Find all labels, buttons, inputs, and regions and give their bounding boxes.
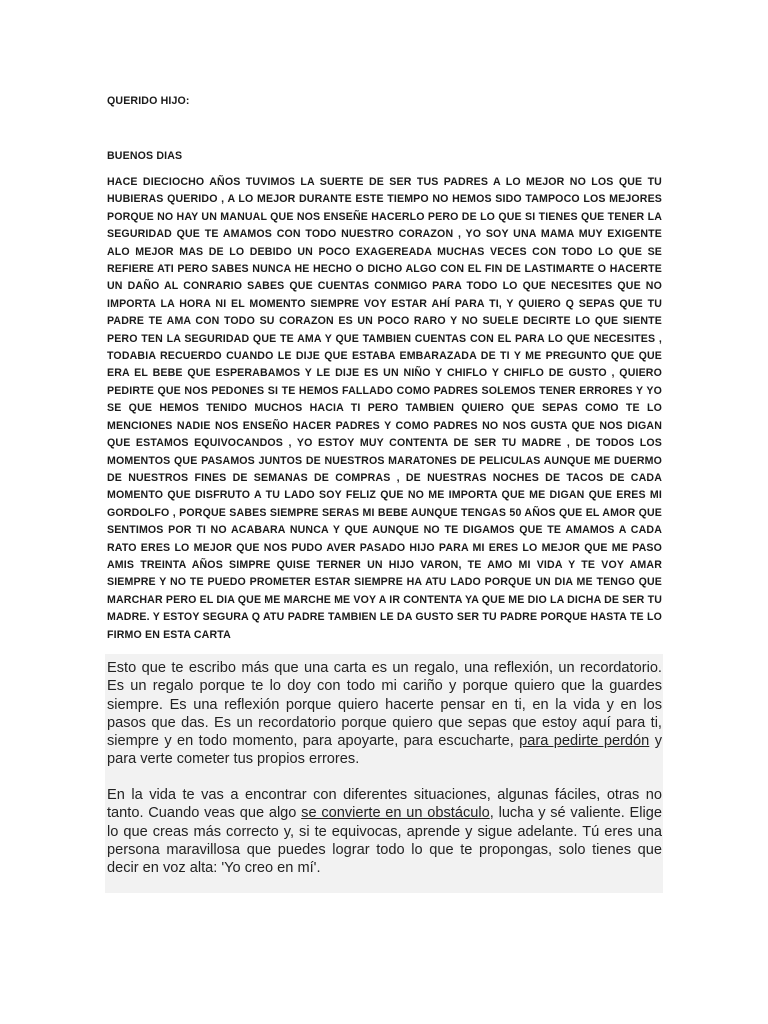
- paragraph-text: , lucha y sé valiente. Elige lo que creas más correcto y, si te equivocas, aprende y sigue adelante. Tú eres una persona maravillosa que puedes lograr todo lo que te propongas, solo tienes que decir en voz alta: 'Yo creo en mí'.: [107, 805, 662, 877]
- paragraph-text: Esto que te escribo más que una carta es un regalo, una reflexión, un recordatorio. Es un regalo porque te lo doy con todo mi cariño y porque quiero que la guardes siempre. Es una reflexión porque quiero hacerte pensar en ti, en la vida y en los pasos que das. Es un recordatorio porque quiero que sepas que estoy aquí para ti, siempre y en todo momento, para apoyarte, para escucharte,: [107, 660, 662, 750]
- letter-salutation: BUENOS DIAS: [107, 150, 183, 162]
- paragraph-text: y para verte cometer tus propios errores.: [107, 733, 662, 768]
- letter-body: HACE DIECIOCHO AÑOS TUVIMOS LA SUERTE DE SER TUS PADRES A LO MEJOR NO LOS QUE TU HUBIERAS QUERIDO , A LO MEJOR DURANTE ESTE TIEMPO NO HEMOS SIDO TAMPOCO LOS MEJORES PORQUE NO HAY UN MANUAL QUE NOS ENSEÑE HACERLO PERO DE LO QUE SI TIENES QUE TENER LA SEGURIDAD QUE TE AMAMOS CON TODO NUESTRO CORAZON , YO SOY UNA MAMA MUY EXIGENTE ALO MEJOR MAS DE LO DEBIDO UN POCO EXAGEREADA MUCHAS VECES CON TODO LO QUE SE REFIERE ATI PERO SABES NUNCA HE HECHO O DICHO ALGO CON EL FIN DE LASTIMARTE O HACERTE UN DAÑO AL CONRARIO SABES QUE CUENTAS CONMIGO PARA TODO LO QUE NECESITES QUE NO IMPORTA LA HORA NI EL MOMENTO SIEMPRE VOY ESTAR AHÍ PARA TI, Y QUIERO Q SEPAS QUE TU PADRE TE AMA CON TODO SU CORAZON ES UN POCO RARO Y NO SUELE DECIRTE LO QUE SIENTE PERO TEN LA SEGURIDAD QUE TE AMA Y QUE TAMBIEN CUENTAS CON EL PARA LO QUE NECESITES , TODABIA RECUERDO CUANDO LE DIJE QUE ESTABA EMBARAZADA DE TI Y ME PREGUNTO QUE QUE ERA EL BEBE QUE ESPERABAMOS Y LE DIJE ES UN NIÑO Y CHIFLO Y CHIFLO DE GUSTO , QUIERO PEDIRTE QUE NOS PEDONES SI TE HEMOS FALLADO COMO PADRES SOLEMOS TENER ERRORES Y YO SE QUE HEMOS TENIDO MUCHOS HACIA TI PERO TAMBIEN QUIERO QUE SEPAS COMO TE LO MENCIONES NADIE NOS ENSEÑO HACER PADRES Y COMO PADRES NO NOS GUSTA QUE NOS DIGAN QUE ESTAMOS EQUIVOCANDOS , YO ESTOY MUY CONTENTA DE SER TU MADRE , DE TODOS LOS MOMENTOS QUE PASAMOS JUNTOS DE NUESTROS MARATONES DE PELICULAS AUNQUE ME DUERMO DE NUESTROS FINES DE SEMANAS DE COMPRAS , DE NUESTRAS NOCHES DE TACOS DE CADA MOMENTO QUE DISFRUTO A TU LADO SOY FELIZ QUE NO ME IMPORTA QUE ME DIGAN QUE ERES MI GORDOLFO , PORQUE SABES SIEMPRE SERAS MI BEBE AUNQUE TENGAS 50 AÑOS QUE EL AMOR QUE SENTIMOS POR TI NO ACABARA NUNCA Y QUE AUNQUE NO TE DIGAMOS QUE TE AMAMOS A CADA RATO ERES LO MEJOR QUE NOS PUDO AVER PASADO HIJO PARA MI ERES LO MEJOR QUE ME PASO AMIS TREINTA AÑOS SIMPRE QUISE TERNER UN HIJO VARON, TE AMO MI VIDA Y TE VOY AMAR SIEMPRE Y NO TE PUEDO PROMETER ESTAR SIEMPRE HA ATU LADO PORQUE UN DIA ME TENGO QUE MARCHAR PERO EL DIA QUE ME MARCHE ME VOY A IR CONTENTA YA QUE ME DIO LA DICHA DE SER TU MADRE. Y ESTOY SEGURA Q ATU PADRE TAMBIEN LE DA GUSTO SER TU PADRE PORQUE HASTA TE LO FIRMO EN ESTA CARTA: [107, 176, 662, 641]
- reflection-paragraph-1: [107, 659, 662, 769]
- reflection-paragraph-2: [107, 786, 662, 877]
- underlined-phrase[interactable]: para pedirte perdón: [519, 733, 650, 750]
- underlined-phrase[interactable]: se convierte en un obstáculo: [301, 805, 490, 822]
- paragraph-text: En la vida te vas a encontrar con diferentes situaciones, algunas fáciles, otras no tanto. Cuando veas que algo: [107, 787, 662, 822]
- letter-greeting: QUERIDO HIJO:: [107, 95, 190, 107]
